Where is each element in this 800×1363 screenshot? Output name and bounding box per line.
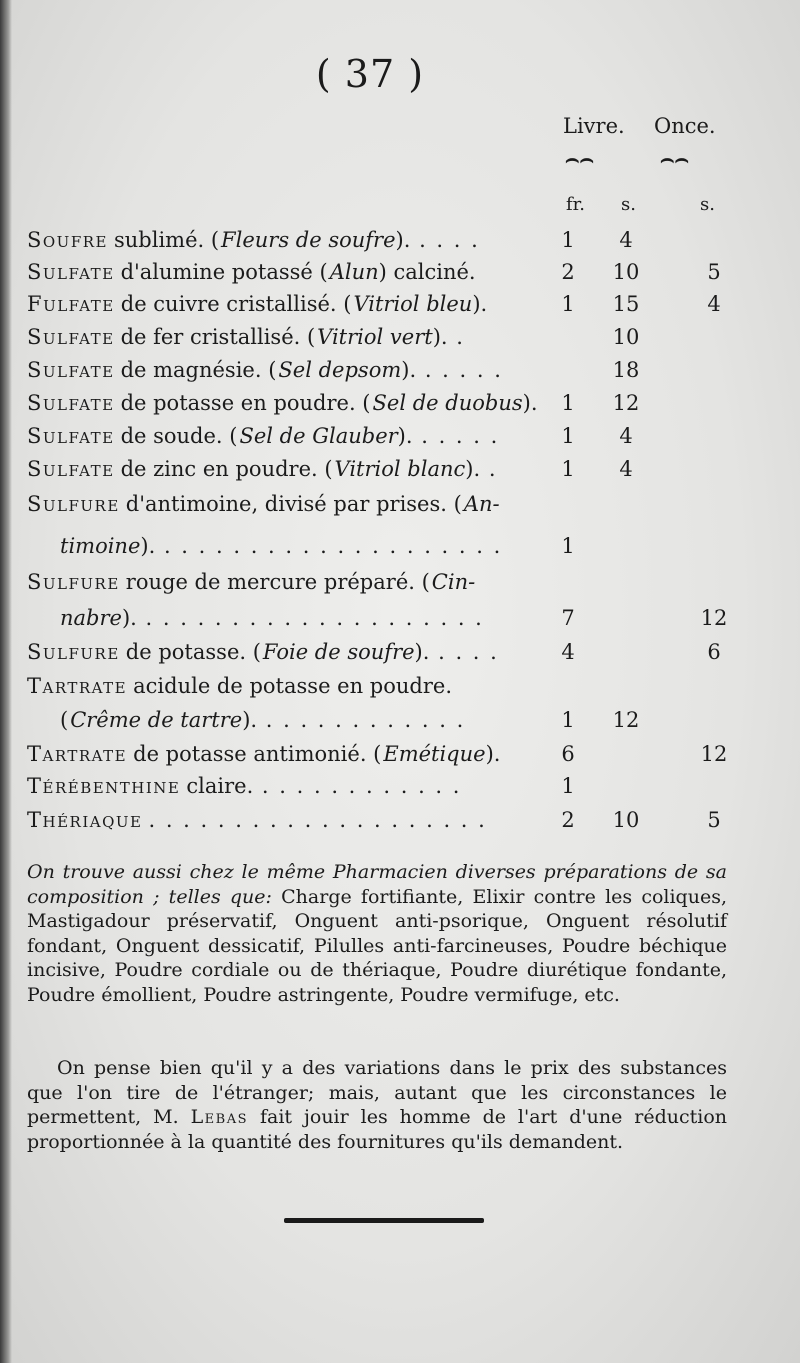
closing-rule — [284, 1218, 484, 1223]
row-12-price-fr: 4 — [561, 640, 575, 664]
row-3-name: Sulfate — [27, 325, 115, 349]
row-12-label — [27, 638, 547, 666]
row-4-label — [27, 356, 547, 384]
row-1-price-s: 10 — [612, 260, 640, 284]
row-5-end: ). — [522, 391, 538, 415]
row-2-label — [27, 290, 547, 318]
row-11-italic: nabre — [60, 606, 122, 630]
row-6-price-fr: 1 — [561, 424, 575, 448]
row-4-end: ). — [401, 358, 417, 382]
row-5-price-fr: 1 — [561, 391, 575, 415]
row-5-name: Sulfate — [27, 391, 115, 415]
row-12-name: Sulfure — [27, 640, 120, 664]
unit-sous: s. — [621, 194, 636, 215]
row-11-price-fr: 7 — [561, 606, 575, 630]
row-4-dots: . . . . . — [416, 358, 503, 382]
row-6-italic: Sel de Glauber — [239, 424, 398, 448]
row-2-name: Fulfate — [27, 292, 115, 316]
row-10-text: rouge de mercure préparé. ( — [125, 570, 430, 594]
row-4-price-s: 18 — [612, 358, 640, 382]
row-11-price-s2: 12 — [700, 606, 728, 630]
row-4-italic: Sel depsom — [278, 358, 402, 382]
paragraph-preparations-list: Charge fortifiante, Elixir contre les coliques, Mastigadour préservatif, Onguent anti-psorique, Onguent résolutif fondant, Onguent dessicatif, Pilulles anti-farcineuses, Poudre béchique incisive, Poudre cordiale ou de thériaque, Poudre diurétique fondante, Poudre émollient, Poudre astringente, Poudre vermifuge, etc. — [27, 885, 727, 1006]
row-15-italic: Emétique — [383, 742, 486, 766]
row-6-text: de soude. ( — [120, 424, 238, 448]
row-6-end: ). — [397, 424, 413, 448]
row-7-italic: Vitriol blanc — [334, 457, 466, 481]
row-0-price-s: 4 — [619, 228, 633, 252]
row-7-text: de zinc en poudre. ( — [120, 457, 333, 481]
row-5-price-s: 12 — [612, 391, 640, 415]
row-3-price-s: 10 — [612, 325, 640, 349]
row-11-end: ). — [121, 606, 137, 630]
row-0-italic: Fleurs de soufre — [221, 228, 396, 252]
pharmacist-name: Lebas — [190, 1106, 249, 1128]
row-0-name: Soufre — [27, 228, 108, 252]
row-7-label — [27, 455, 547, 483]
row-11-dots: . . . . . . . . . . . . . . . . . . . . — [136, 606, 484, 630]
row-9-italic: timoine — [60, 534, 141, 558]
row-15-price-fr: 6 — [561, 742, 575, 766]
row-4-name: Sulfate — [27, 358, 115, 382]
row-12-price-s2: 6 — [707, 640, 721, 664]
row-7-name: Sulfate — [27, 457, 115, 481]
page-number: ( 37 ) — [315, 52, 425, 96]
row-17-price-fr: 2 — [561, 808, 575, 832]
row-14-end: ). — [242, 708, 258, 732]
row-5-label — [27, 389, 547, 417]
row-13-text: acidule de potasse en poudre. — [133, 674, 452, 698]
row-0-price-fr: 1 — [561, 228, 575, 252]
row-1-end: ) calciné. — [378, 260, 476, 284]
row-9-label — [60, 532, 547, 560]
row-15-price-s2: 12 — [700, 742, 728, 766]
row-9-dots: . . . . . . . . . . . . . . . . . . . . — [155, 534, 503, 558]
row-12-text: de potasse. ( — [125, 640, 261, 664]
row-8-text: d'antimoine, divisé par prises. ( — [125, 492, 462, 516]
row-2-price-fr: 1 — [561, 292, 575, 316]
row-15-end: ). — [485, 742, 501, 766]
row-16-name: Térébenthine — [27, 774, 181, 798]
row-1-name: Sulfate — [27, 260, 115, 284]
row-1-label — [27, 258, 547, 286]
row-13-label — [27, 672, 547, 700]
row-17-name: Thériaque — [27, 808, 143, 832]
row-2-price-s: 15 — [612, 292, 640, 316]
row-3-dots: . — [447, 325, 465, 349]
row-0-dots: . . . . — [410, 228, 480, 252]
row-2-text: de cuivre cristallisé. ( — [120, 292, 352, 316]
paragraph-prices-after: fait jouir les homme de l'art d'une réduction proportionnée à la quantité des fournitures qu'ils demandent. — [27, 1106, 728, 1153]
row-6-name: Sulfate — [27, 424, 115, 448]
row-11-label — [60, 604, 547, 632]
row-3-text: de fer cristallisé. ( — [120, 325, 316, 349]
row-17-dots: . . . . . . . . . . . . . . . . . . . . — [148, 808, 487, 832]
paragraph-prices — [27, 1056, 727, 1154]
row-10-name: Sulfure — [27, 570, 120, 594]
row-2-italic: Vitriol bleu — [353, 292, 473, 316]
row-17-price-s: 10 — [612, 808, 640, 832]
paragraph-prices-before: On pense bien qu'il y a des variations dans le prix des substances que l'on tire de l'étranger; mais, autant que les circonstances le permettent, M. — [27, 1057, 727, 1128]
row-5-text: de potasse en poudre. ( — [120, 391, 371, 415]
row-10-label — [27, 568, 547, 596]
row-7-dots: . — [480, 457, 498, 481]
row-3-label — [27, 323, 547, 351]
row-1-text: d'alumine potassé ( — [120, 260, 328, 284]
row-14-text: ( — [60, 708, 69, 732]
row-0-label — [27, 226, 547, 254]
row-12-end: ). — [414, 640, 430, 664]
row-16-text: claire. — [186, 774, 254, 798]
row-1-italic: Alun — [329, 260, 379, 284]
row-9-end: ). — [140, 534, 156, 558]
row-15-label — [27, 740, 547, 768]
row-2-end: ). — [472, 292, 488, 316]
row-14-italic: Crême de tartre — [70, 708, 243, 732]
unit-francs: fr. — [566, 194, 586, 215]
row-4-text: de magnésie. ( — [120, 358, 277, 382]
row-7-price-s: 4 — [619, 457, 633, 481]
row-6-price-s: 4 — [619, 424, 633, 448]
row-1-price-fr: 2 — [561, 260, 575, 284]
row-3-end: ). — [432, 325, 448, 349]
row-7-end: ). — [465, 457, 481, 481]
row-16-dots: . . . . . . . . . . . . — [253, 774, 462, 798]
row-12-italic: Foie de soufre — [262, 640, 415, 664]
paragraph-preparations — [27, 860, 727, 1007]
column-header-livre: Livre. — [563, 114, 625, 138]
unit-sous-2: s. — [700, 194, 715, 215]
row-8-italic: An- — [463, 492, 500, 516]
brace-once: ⌢⌢ — [660, 146, 689, 172]
row-3-italic: Vitriol vert — [317, 325, 433, 349]
row-2-price-s2: 4 — [707, 292, 721, 316]
row-1-price-s2: 5 — [707, 260, 721, 284]
row-0-end: ). — [395, 228, 411, 252]
row-14-label — [60, 706, 547, 734]
column-header-once: Once. — [654, 114, 716, 138]
page-edge-shadow — [0, 0, 12, 1363]
row-8-name: Sulfure — [27, 492, 120, 516]
row-12-dots: . . . . — [429, 640, 499, 664]
row-15-text: de potasse antimonié. ( — [133, 742, 382, 766]
row-14-dots: . . . . . . . . . . . . — [257, 708, 466, 732]
paragraph-preparations-intro: On trouve aussi chez le même Pharmacien diverses préparations de sa composition ; telles que: — [27, 861, 727, 908]
row-13-name: Tartrate — [27, 674, 128, 698]
brace-livre: ⌢⌢ — [565, 146, 594, 172]
row-9-price-fr: 1 — [561, 534, 575, 558]
row-7-price-fr: 1 — [561, 457, 575, 481]
row-10-italic: Cin- — [431, 570, 476, 594]
row-5-italic: Sel de duobus — [372, 391, 523, 415]
row-14-price-s: 12 — [612, 708, 640, 732]
row-16-price-fr: 1 — [561, 774, 575, 798]
row-0-text: sublimé. ( — [113, 228, 220, 252]
row-14-price-fr: 1 — [561, 708, 575, 732]
row-16-label — [27, 772, 547, 800]
row-8-label — [27, 490, 547, 518]
row-17-price-s2: 5 — [707, 808, 721, 832]
row-15-name: Tartrate — [27, 742, 128, 766]
row-6-label — [27, 422, 547, 450]
row-6-dots: . . . . . — [412, 424, 500, 448]
row-17-label — [27, 806, 547, 834]
